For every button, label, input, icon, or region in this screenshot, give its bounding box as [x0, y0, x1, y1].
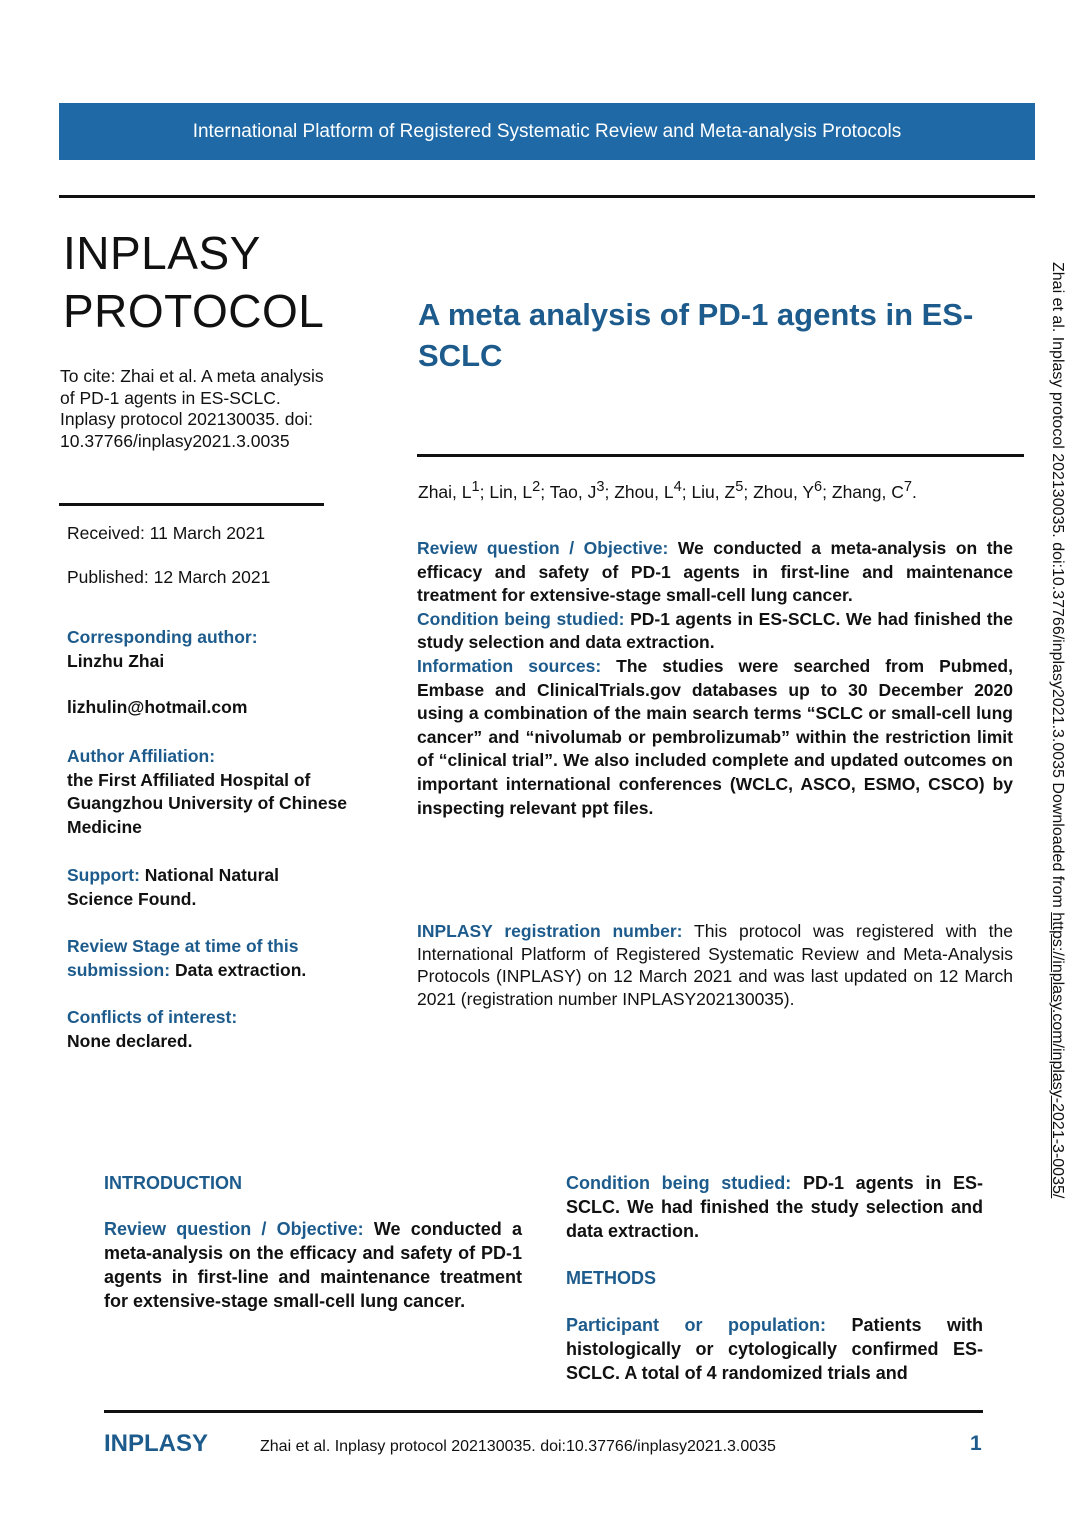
registration-info	[417, 920, 1013, 1010]
corresponding-email[interactable]: lizhulin@hotmail.com	[67, 697, 248, 717]
body-participant-text: Patients with histologically or cytologically confirmed ES-SCLC. A total of 4 randomized trials and	[566, 1315, 983, 1383]
author: Zhou, $L^4$;	[614, 479, 692, 502]
affiliation-label: Author Affiliation:	[67, 746, 216, 766]
corresponding-label: Corresponding author:	[67, 627, 258, 647]
abstract-condition	[417, 608, 1013, 655]
author: Zhang, $C^7$.	[831, 479, 917, 502]
corresponding-name: Linzhu Zhai	[67, 650, 165, 671]
review-stage-value: Data extraction.	[174, 959, 307, 980]
body-condition	[566, 1171, 983, 1243]
conflicts-value: None declared.	[67, 1030, 193, 1051]
banner-text: International Platform of Registered Systematic Review and Meta-analysis Protocols	[192, 120, 902, 142]
author: Zhai, $L^1$;	[418, 479, 490, 502]
author: Liu, $Z^5$;	[691, 479, 754, 502]
published-date: Published: 12 March 2021	[67, 567, 271, 587]
body-objective-label: Review question / Objective:	[104, 1219, 364, 1239]
paper-title: A meta analysis of PD-1 agents in ES-SCLC	[418, 297, 974, 373]
abstract-sources	[417, 655, 1013, 820]
abstract-sources-text: The studies were searched from Pubmed, Embase and ClinicalTrials.gov databases up to 30 December 2020 using a combination of the main search terms “SCLC or small-cell lung cancer” and “nivolumab or pembrolizumab” within the restriction limit of “clinical trial”. We also included complete and updated outcomes on important international conferences (WCLC, ASCO, ESMO, CSCO) by inspecting relevant ppt files.	[417, 655, 1013, 818]
header-banner	[59, 103, 1035, 160]
abstract-objective-label: Review question / Objective:	[417, 538, 669, 558]
abstract-condition-text: PD-1 agents in ES-SCLC. We had finished the study selection and data extraction.	[417, 608, 1013, 653]
review-stage-label: Review Stage at time of this submission:	[67, 936, 299, 980]
author: Zhou, $Y^6$;	[753, 479, 832, 502]
support-value: National Natural Science Found.	[67, 865, 279, 909]
conflicts-of-interest	[67, 1006, 367, 1053]
received-date: Received: 11 March 2021	[67, 523, 266, 543]
abstract	[417, 537, 1013, 820]
citation: To cite: Zhai et al. A meta analysis of PD-1 agents in ES-SCLC. Inplasy protocol 202130035. doi: 10.37766/inplasy2021.3.0035	[60, 366, 324, 451]
review-stage	[67, 935, 352, 982]
author-affiliation	[67, 745, 357, 839]
abstract-objective	[417, 537, 1013, 608]
registration-text: This protocol was registered with the International Platform of Registered Systematic Review and Meta-Analysis Protocols (INPLASY) on 12 March 2021 and was last updated on 12 March 2021 (registration number INPLASY202130035).	[417, 921, 1013, 1009]
abstract-objective-text: We conducted a meta-analysis on the efficacy and safety of PD-1 agents in first-line and maintenance treatment for extensive-stage small-cell lung cancer.	[417, 538, 1013, 606]
author: Tao, $J^3$;	[549, 479, 615, 502]
registration-label: INPLASY registration number:	[417, 921, 683, 941]
body-column-left	[104, 1171, 522, 1313]
side-note-prefix: Zhai et al. Inplasy protocol 202130035. doi:10.37766/inplasy2021.3.0035 Downloaded from	[1049, 262, 1066, 913]
author: Lin, $L^2$;	[489, 479, 550, 502]
body-participant-label: Participant or population:	[566, 1315, 826, 1335]
title-rule	[417, 454, 1024, 457]
footer-citation: Zhai et al. Inplasy protocol 202130035. doi:10.37766/inplasy2021.3.0035	[260, 1438, 776, 1455]
brand-line-1: INPLASY	[63, 227, 261, 279]
support-label: Support:	[67, 865, 140, 885]
protocol-brand	[63, 224, 324, 340]
abstract-sources-label: Information sources:	[417, 655, 602, 676]
brand-line-2: PROTOCOL	[63, 285, 325, 337]
corresponding-author	[67, 626, 367, 720]
author-list	[418, 479, 917, 503]
body-participant	[566, 1313, 983, 1385]
download-side-note	[1048, 262, 1066, 1198]
body-condition-text: PD-1 agents in ES-SCLC. We had finished the study selection and data extraction.	[566, 1173, 983, 1241]
conflicts-label: Conflicts of interest:	[67, 1007, 238, 1027]
body-column-right	[566, 1171, 983, 1385]
abstract-condition-label: Condition being studied:	[417, 608, 625, 629]
affiliation-value: the First Affiliated Hospital of Guangzhou University of Chinese Medicine	[67, 769, 348, 837]
methods-heading: METHODS	[566, 1268, 656, 1288]
footer-brand: INPLASY	[104, 1430, 209, 1457]
body-condition-label: Condition being studied:	[566, 1173, 792, 1193]
side-note-link[interactable]: https://inplasy.com/inplasy-2021-3-0035/	[1049, 912, 1066, 1199]
top-rule	[59, 195, 1035, 198]
footer-rule	[104, 1410, 983, 1413]
page-number: 1	[970, 1432, 982, 1455]
body-objective-text: We conducted a meta-analysis on the efficacy and safety of PD-1 agents in first-line and maintenance treatment for extensive-stage small-cell lung cancer.	[104, 1219, 522, 1311]
body-objective	[104, 1217, 522, 1313]
support	[67, 864, 327, 911]
introduction-heading: INTRODUCTION	[104, 1173, 242, 1193]
left-rule	[59, 503, 324, 506]
